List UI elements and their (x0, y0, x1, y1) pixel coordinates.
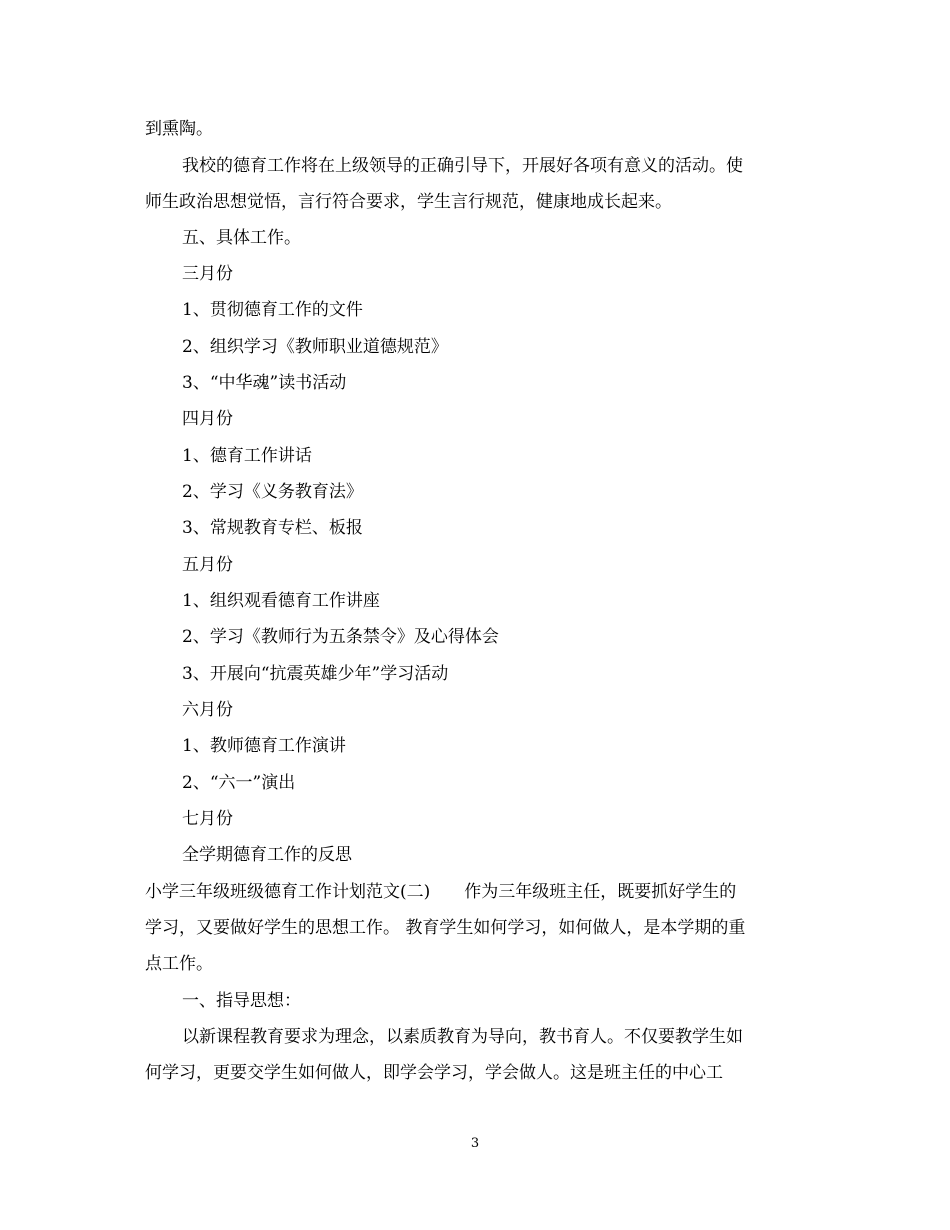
text-line: 师生政治思想觉悟，言行符合要求，学生言行规范，健康地成长起来。 (145, 192, 672, 212)
list-item: 1、教师德育工作演讲 (182, 736, 346, 756)
list-item: 3、开展向“抗震英雄少年”学习活动 (182, 664, 449, 684)
text-line: 以新课程教育要求为理念，以素质教育为导向，教书育人。不仅要教学生如 (182, 1027, 743, 1047)
section-heading: 一、指导思想： (182, 991, 301, 1011)
text-line: 到熏陶。 (145, 119, 213, 139)
list-item: 2、学习《义务教育法》 (182, 482, 363, 502)
month-heading: 五月份 (182, 555, 233, 575)
page-number: 3 (470, 1136, 480, 1151)
month-heading: 六月份 (182, 700, 233, 720)
list-item: 3、“中华魂”读书活动 (182, 373, 347, 393)
text-line: 点工作。 (145, 954, 213, 974)
section-heading: 五、具体工作。 (182, 228, 301, 248)
list-item: 3、常规教育专栏、板报 (182, 518, 363, 538)
list-item: 1、贯彻德育工作的文件 (182, 300, 363, 320)
text-line: 全学期德育工作的反思 (182, 845, 352, 865)
text-line: 我校的德育工作将在上级领导的正确引导下，开展好各项有意义的活动。使 (182, 156, 743, 176)
month-heading: 三月份 (182, 264, 233, 284)
text-line: 何学习，更要交学生如何做人，即学会学习，学会做人。这是班主任的中心工 (145, 1063, 723, 1083)
list-item: 1、组织观看德育工作讲座 (182, 591, 380, 611)
list-item: 1、德育工作讲话 (182, 446, 312, 466)
month-heading: 四月份 (182, 409, 233, 429)
text-line: 学习，又要做好学生的思想工作。 教育学生如何学习，如何做人，是本学期的重 (145, 918, 746, 938)
list-item: 2、组织学习《教师职业道德规范》 (182, 337, 448, 357)
month-heading: 七月份 (182, 809, 233, 829)
list-item: 2、“六一”演出 (182, 773, 296, 793)
text-line: 小学三年级班级德育工作计划范文(二) 作为三年级班主任，既要抓好学生的 (145, 882, 737, 902)
list-item: 2、学习《教师行为五条禁令》及心得体会 (182, 627, 499, 647)
